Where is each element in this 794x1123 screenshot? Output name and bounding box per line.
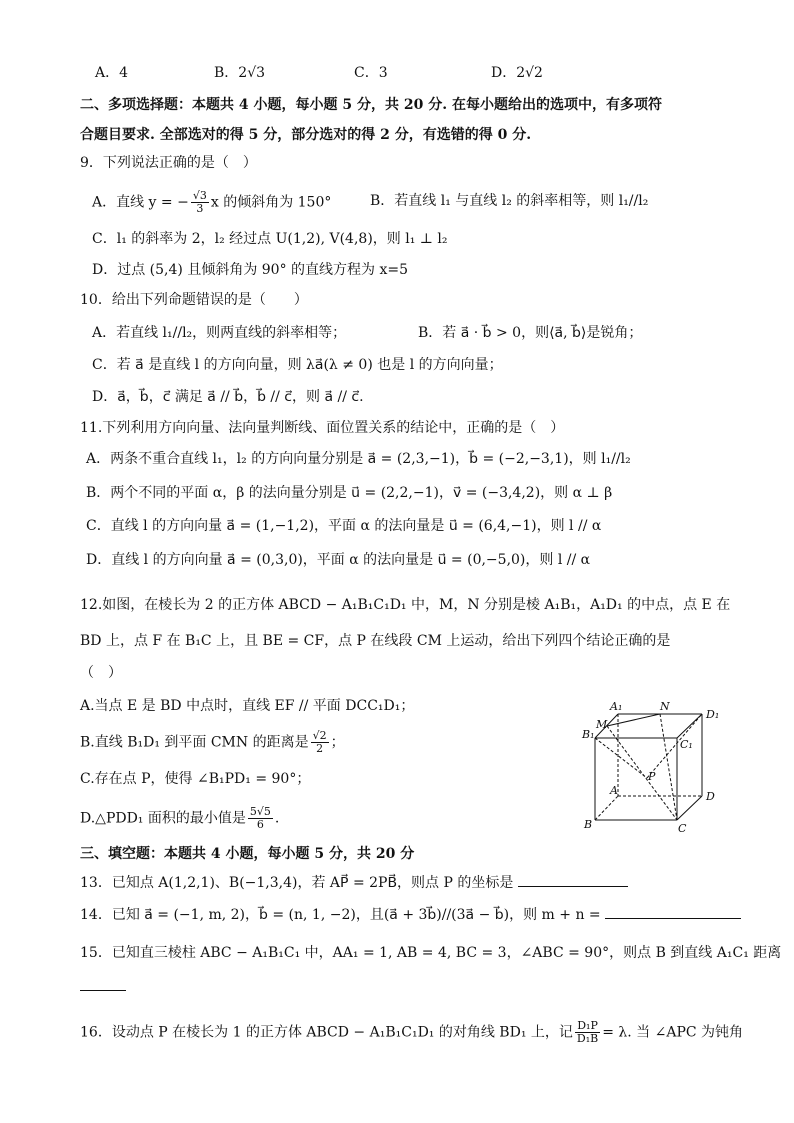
q9-option-b: B．若直线 l₁ 与直线 l₂ 的斜率相等，则 l₁//l₂	[370, 193, 649, 209]
q9-a-pre: A．直线 y = −	[92, 194, 189, 211]
q11-stem: 11.下列利用方向向量、法向量判断线、面位置关系的结论中，正确的是（ ）	[80, 420, 565, 436]
cube-figure	[580, 696, 730, 836]
label-a1: A₁	[610, 700, 623, 713]
q12-stem-line1: 12.如图，在棱长为 2 的正方体 ABCD − A₁B₁C₁D₁ 中，M，N 分别是棱 A₁B₁，A₁D₁ 的中点，点 E 在	[80, 597, 731, 613]
q11-option-c: C．直线 l 的方向向量 a⃗ = (1,−1,2)，平面 α 的法向量是 u⃗ = (6,4,−1)，则 l // α	[86, 518, 602, 534]
q8-option-b: B．2√3	[214, 65, 266, 81]
q12-option-d	[80, 806, 279, 831]
edge-ba	[595, 796, 618, 820]
section2-title-line1: 二、多项选择题：本题共 4 小题，每小题 5 分，共 20 分. 在每小题给出的选项中，有多项符	[80, 97, 662, 113]
q16	[80, 1020, 743, 1045]
label-m: M	[596, 718, 608, 731]
q12-stem-line2: BD 上，点 F 在 B₁C 上，且 BE = CF，点 P 在线段 CM 上运动，给出下列四个结论正确的是	[80, 633, 671, 649]
q13-answer-blank[interactable]	[518, 872, 628, 887]
q9-stem: 9．下列说法正确的是（ ）	[80, 155, 257, 171]
q9-a-post: x 的倾斜角为 150°	[210, 194, 332, 211]
label-d: D	[706, 790, 715, 803]
q15-answer-blank[interactable]	[80, 976, 126, 991]
q16-fraction	[575, 1020, 600, 1045]
q16-den: D₁B	[576, 1032, 599, 1045]
q14-answer-blank[interactable]	[605, 904, 741, 919]
q10-option-c: C．若 a⃗ 是直线 l 的方向向量，则 λa⃗(λ ≠ 0) 也是 l 的方向向量；	[92, 357, 503, 373]
q8-option-d: D．2√2	[491, 65, 543, 81]
q12-d-den: 6	[256, 818, 264, 831]
q12-b-pre: B.直线 B₁D₁ 到平面 CMN 的距离是	[80, 734, 309, 751]
q12-b-num: √2	[312, 729, 327, 742]
q16-num: D₁P	[577, 1019, 598, 1032]
label-d1: D₁	[706, 708, 720, 721]
segment-mc	[607, 726, 677, 820]
q12-b-fraction	[311, 730, 329, 755]
q9-option-a	[92, 190, 331, 215]
q10-stem: 10．给出下列命题错误的是（ ）	[80, 292, 308, 308]
q12-d-fraction	[248, 806, 273, 831]
q10-option-a: A．若直线 l₁//l₂，则两直线的斜率相等；	[92, 325, 347, 341]
q8-option-c: C．3	[354, 65, 388, 81]
q16-post: = λ. 当 ∠APC 为钝角	[602, 1024, 744, 1041]
q12-d-post: .	[274, 810, 280, 827]
q9-a-num: √3	[192, 189, 207, 202]
label-n: N	[660, 700, 670, 713]
q11-option-d: D．直线 l 的方向向量 a⃗ = (0,3,0)，平面 α 的法向量是 u⃗ = (0,−5,0)，则 l // α	[86, 552, 591, 568]
q8-option-a: A．4	[95, 65, 129, 81]
label-b: B	[584, 818, 593, 831]
q12-b-den: 2	[316, 742, 324, 755]
q12-option-c: C.存在点 P，使得 ∠B₁PD₁ = 90°；	[80, 771, 311, 787]
q14-text: 14．已知 a⃗ = (−1, m, 2)，b⃗ = (n, 1, −2)，且(a⃗ + 3b⃗)//(3a⃗ − b⃗)，则 m + n =	[80, 907, 601, 923]
q15-answer	[80, 976, 126, 998]
q12-option-a: A.当点 E 是 BD 中点时，直线 EF // 平面 DCC₁D₁；	[80, 698, 415, 714]
q11-option-a: A．两条不重合直线 l₁，l₂ 的方向向量分别是 a⃗ = (2,3,−1)，b⃗ = (−2,−3,1)，则 l₁//l₂	[86, 451, 631, 467]
segment-mn	[607, 714, 660, 726]
q9-a-den: 3	[196, 202, 204, 215]
q13	[80, 872, 628, 894]
edge-c1d1	[677, 714, 702, 738]
q11-option-b: B．两个不同的平面 α，β 的法向量分别是 u⃗ = (2,2,−1)，v⃗ = (−3,4,2)，则 α ⊥ β	[86, 485, 613, 501]
q12-b-post: ；	[330, 734, 345, 751]
q9-a-fraction	[191, 190, 209, 215]
segment-pd1	[647, 714, 702, 778]
label-c: C	[678, 822, 687, 835]
q10-option-b: B．若 a⃗ · b⃗ > 0，则⟨a⃗, b⃗⟩是锐角；	[418, 325, 643, 341]
q14	[80, 904, 741, 926]
q10-option-d: D．a⃗，b⃗，c⃗ 满足 a⃗ // b⃗，b⃗ // c⃗，则 a⃗ // c⃗.	[92, 389, 364, 405]
section3-title: 三、填空题：本题共 4 小题，每小题 5 分，共 20 分	[80, 846, 415, 862]
q9-option-c: C．l₁ 的斜率为 2，l₂ 经过点 U(1,2), V(4,8)，则 l₁ ⊥ l₂	[92, 231, 448, 247]
label-b1: B₁	[582, 728, 595, 741]
q12-stem-line3: （ ）	[80, 665, 122, 681]
segment-nc	[660, 714, 677, 820]
q15-text: 15．已知直三棱柱 ABC − A₁B₁C₁ 中，AA₁ = 1, AB = 4, BC = 3，∠ABC = 90°，则点 B 到直线 A₁C₁ 距离	[80, 945, 782, 961]
section2-title-line2: 合题目要求. 全部选对的得 5 分，部分选对的得 2 分，有选错的得 0 分.	[80, 127, 532, 143]
q12-d-num: 5√5	[249, 805, 271, 818]
q9-option-d: D．过点 (5,4) 且倾斜角为 90° 的直线方程为 x=5	[92, 262, 409, 278]
edge-cd	[677, 796, 702, 820]
q16-pre: 16．设动点 P 在棱长为 1 的正方体 ABCD − A₁B₁C₁D₁ 的对角线 BD₁ 上，记	[80, 1024, 573, 1041]
label-a: A	[610, 784, 618, 797]
label-c1: C₁	[680, 738, 693, 751]
q12-option-b	[80, 730, 345, 755]
label-p: P	[648, 770, 656, 783]
q12-d-pre: D.△PDD₁ 面积的最小值是	[80, 810, 246, 827]
q13-text: 13．已知点 A(1,2,1)、B(−1,3,4)，若 AP⃗ = 2PB⃗，则点 P 的坐标是	[80, 875, 514, 891]
